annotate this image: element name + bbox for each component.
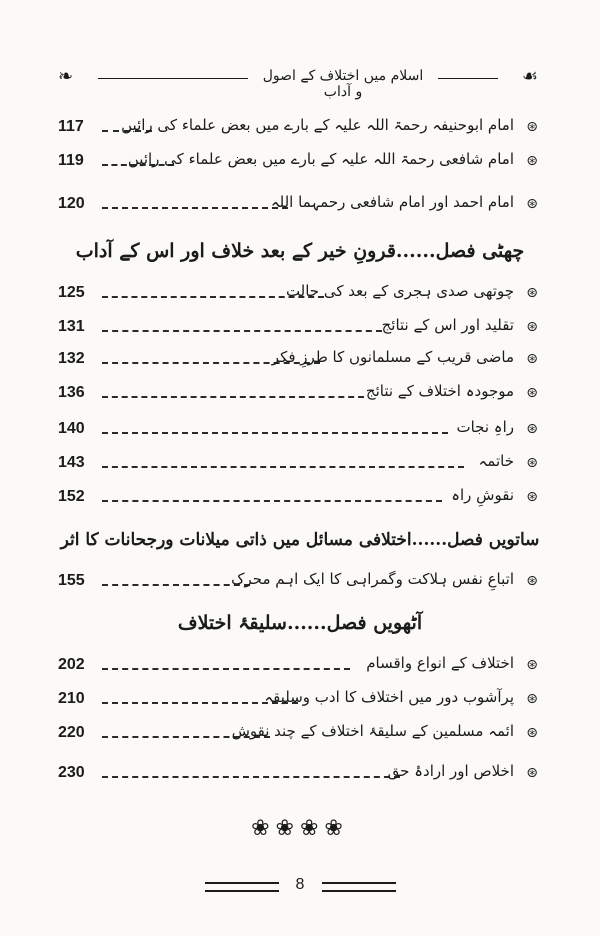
header-rule-left [98,78,248,79]
leader-dots [102,500,442,502]
entry-title: پرآشوب دور میں اختلاف کا ادب وسلیقہ [264,688,514,706]
entry-title: موجودہ اختلاف کے نتائج [365,382,514,400]
header-title: اسلام میں اختلاف کے اصول و آداب [262,68,424,100]
footer-double-rule-left [205,882,279,892]
chapter-heading: چھٹی فصل......قرونِ خیر کے بعد خلاف اور اس کے آداب [75,240,525,262]
page-number: 155 [58,572,85,589]
page-number: 120 [58,195,85,212]
toc-entry[interactable] [58,688,538,714]
flower-bullet-icon: ⊛ [526,455,538,471]
entry-title: ائمہ مسلمین کے سلیقۂ اختلاف کے چند نقوش [231,722,514,740]
leader-dots [102,584,250,586]
flower-bullet-icon: ⊛ [526,489,538,505]
page-number: 230 [58,764,85,781]
toc-entry[interactable] [58,116,538,142]
flower-bullet-icon: ⊛ [526,196,538,212]
flower-ornament-icon: ❀❀❀❀ [251,816,349,841]
running-header [58,66,538,100]
toc-entry[interactable] [58,418,538,444]
toc-entry[interactable] [58,193,538,219]
flower-bullet-icon: ⊛ [526,573,538,589]
flower-bullet-icon: ⊛ [526,153,538,169]
page-number: 132 [58,350,85,367]
leader-dots [102,396,364,398]
flower-bullet-icon: ⊛ [526,725,538,741]
page-number: 143 [58,454,85,471]
entry-title: ماضی قریب کے مسلمانوں کا طرزِ فکر [271,348,514,366]
left-ornament-icon: ❧ [58,66,74,87]
leader-dots [102,776,400,778]
flower-bullet-icon: ⊛ [526,765,538,781]
page-number-footer: 8 [295,876,305,893]
page-number: 117 [58,118,84,135]
toc-entry[interactable] [58,348,538,374]
entry-title: راہِ نجات [456,418,514,436]
toc-entry[interactable] [58,452,538,478]
toc-entry[interactable] [58,486,538,512]
leader-dots [102,668,350,670]
leader-dots [102,207,288,209]
entry-title: امام ابوحنیفہ رحمۃ اللہ علیہ کے بارے میں بعض علماء کی رائیں [121,116,514,134]
header-rule-right [438,78,498,79]
flower-bullet-icon: ⊛ [526,657,538,673]
toc-entry[interactable] [58,722,538,748]
page-number: 202 [58,656,85,673]
chapter-heading: ساتویں فصل......اختلافی مسائل میں ذاتی میلانات ورجحانات کا اثر [60,530,540,550]
page-number: 210 [58,690,85,707]
toc-entry[interactable] [58,762,538,788]
toc-entry[interactable] [58,150,538,176]
flower-bullet-icon: ⊛ [526,351,538,367]
leader-dots [102,466,464,468]
chapter-heading: آٹھویں فصل......سلیقۂ اختلاف [177,612,423,634]
entry-title: خاتمہ [478,452,514,470]
entry-title: اخلاص اور ارادۂ حق [387,762,514,780]
flower-bullet-icon: ⊛ [526,385,538,401]
flower-bullet-icon: ⊛ [526,119,538,135]
entry-title: چوتھی صدی ہجری کے بعد کی حالت [285,282,514,300]
page-number: 131 [58,318,85,335]
toc-entry[interactable] [58,382,538,408]
toc-entry[interactable] [58,282,538,308]
flower-bullet-icon: ⊛ [526,319,538,335]
page-number: 136 [58,384,85,401]
entry-title: اتباعِ نفس ہلاکت وگمراہی کا ایک اہم محرک [231,570,514,588]
page-number: 119 [58,152,84,169]
flower-bullet-icon: ⊛ [526,285,538,301]
toc-entry[interactable] [58,654,538,680]
toc-entry[interactable] [58,316,538,342]
entry-title: تقلید اور اس کے نتائج [381,316,514,334]
leader-dots [102,330,382,332]
entry-title: نقوشِ راہ [451,486,514,504]
page-number: 152 [58,488,85,505]
entry-title: امام شافعی رحمۃ اللہ علیہ کے بارے میں بعض علماء کی رائیں [127,150,514,168]
page-number: 220 [58,724,85,741]
page-number: 125 [58,284,85,301]
entry-title: امام احمد اور امام شافعی رحمہما اللہ [270,193,514,211]
flower-bullet-icon: ⊛ [526,421,538,437]
page-footer [0,876,600,900]
entry-title: اختلاف کے انواع واقسام [366,654,514,672]
right-ornament-icon: ☙ [521,66,538,87]
flower-bullet-icon: ⊛ [526,691,538,707]
footer-double-rule-right [322,882,396,892]
toc-entry[interactable] [58,570,538,596]
page-number: 140 [58,420,85,437]
leader-dots [102,432,448,434]
